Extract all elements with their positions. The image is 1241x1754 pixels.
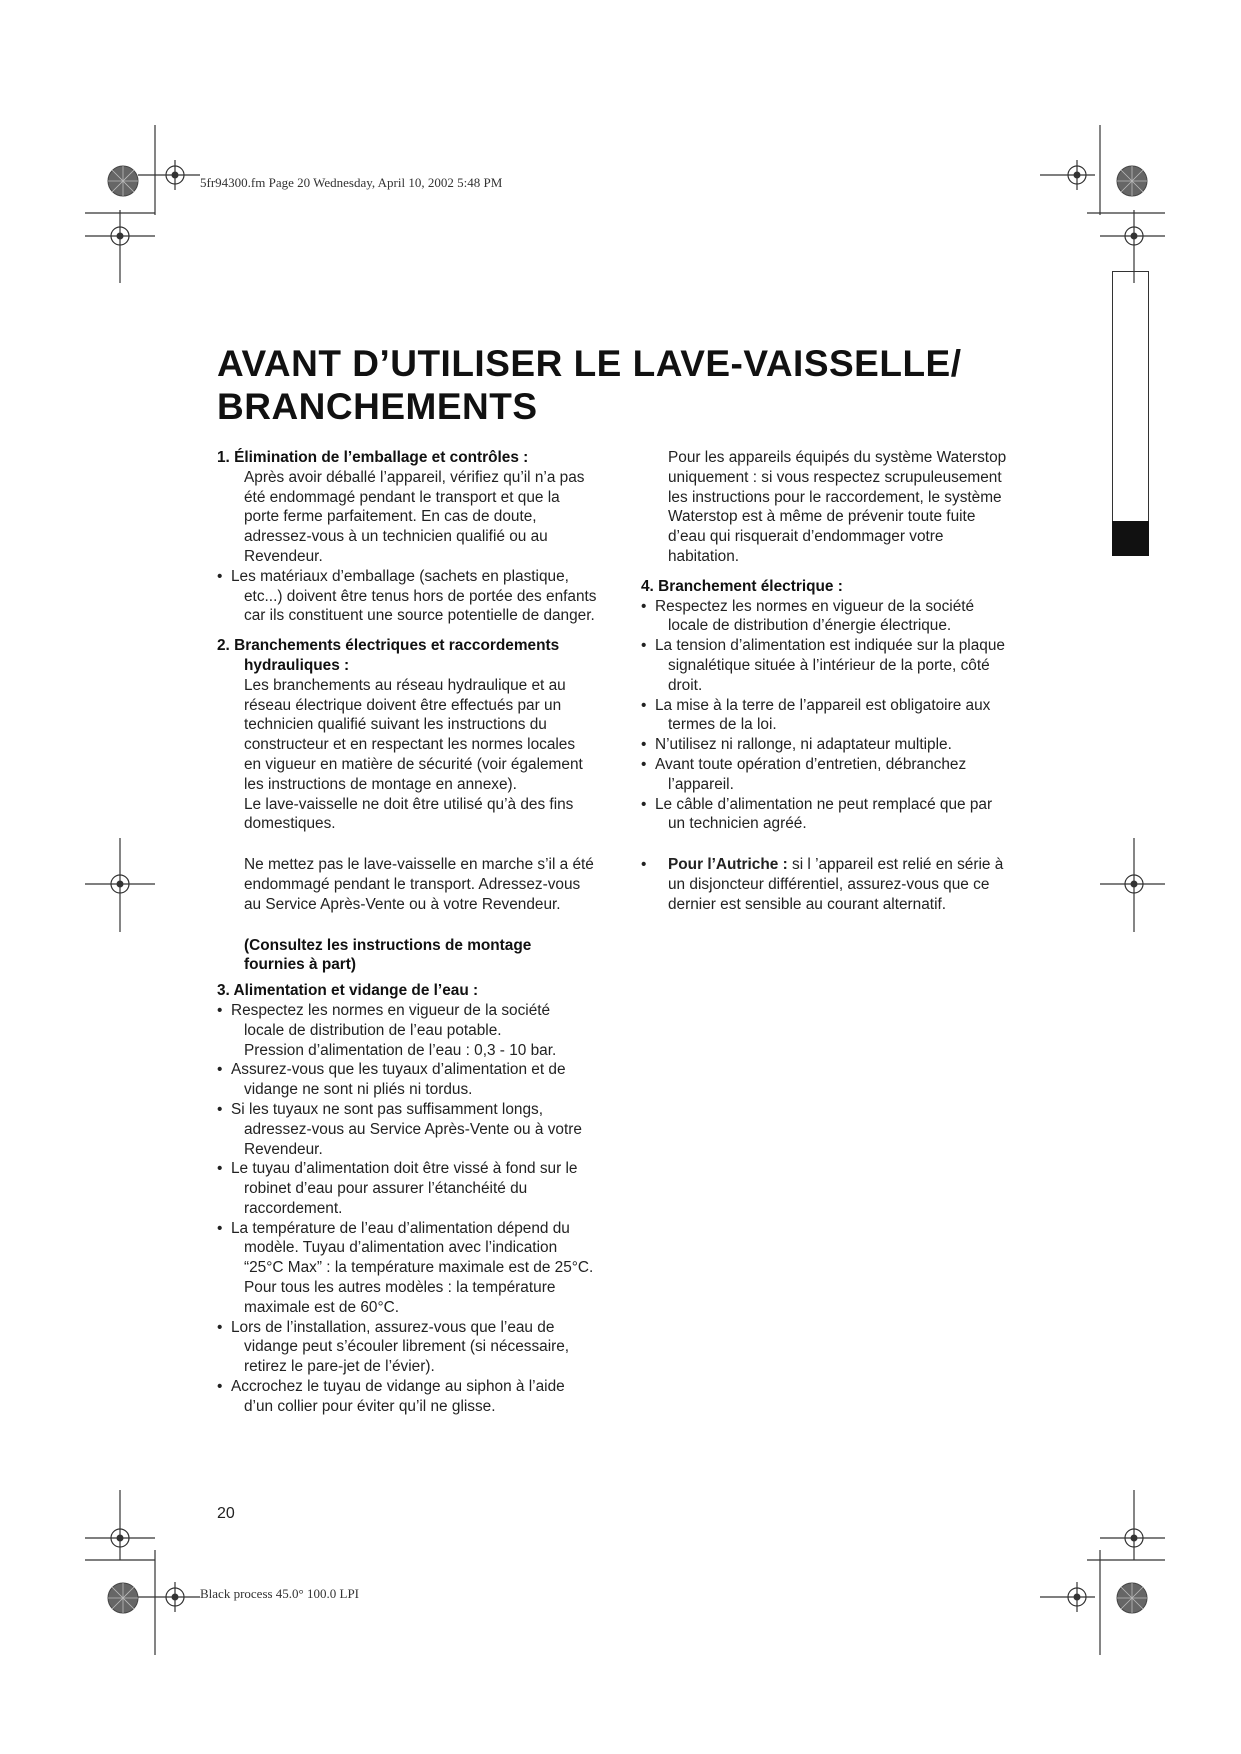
text-line: Respectez les normes en vigueur de la société [231,1001,551,1019]
text-line: droit. [668,676,703,694]
text-line: technicien qualifié suivant les instructions du [244,716,547,734]
print-header: 5fr94300.fm Page 20 Wednesday, April 10, 2002 5:48 PM [200,175,503,190]
text-line: Pour tous les autres modèles : la température [244,1279,556,1297]
text-line: locale de distribution de l’eau potable. [244,1021,502,1039]
bullet-icon: • [641,597,647,615]
title-line-1: AVANT D’UTILISER LE LAVE-VAISSELLE/ [217,343,962,384]
section-3-bullet-6 [217,1318,617,1377]
text-line: au Service Après-Vente ou à votre Revendeur. [244,895,561,913]
text-line: d’eau qui risquerait d’endommager votre [668,528,944,546]
page-number: 20 [217,1505,235,1522]
side-tab-marker [1112,521,1149,556]
section-1-bullet [217,567,617,626]
text-line: Après avoir déballé l’appareil, vérifiez qu’il n’a pas [244,468,585,486]
text-line: Lors de l’installation, assurez-vous que l’eau de [231,1318,555,1336]
bullet-icon: • [641,736,647,754]
text-line: raccordement. [244,1199,343,1217]
bullet-icon: • [641,795,647,813]
bullet-icon: • [641,696,647,714]
bullet-icon: • [217,1160,223,1178]
section-3-bullet-7 [217,1377,617,1417]
text-line: maximale est de 60°C. [244,1298,399,1316]
bullet-icon: • [641,856,647,874]
text-line: uniquement : si vous respectez scrupuleusement [668,468,1002,486]
section-4-bullet-3 [641,696,1041,736]
left-column [217,448,617,1417]
text-line: Les matériaux d’emballage (sachets en plastique, [231,567,569,585]
text-line: robinet d’eau pour assurer l’étanchéité du [244,1180,528,1198]
text-line: Respectez les normes en vigueur de la société [655,597,975,615]
text-line: Revendeur. [244,1140,323,1158]
section-4-heading: 4. Branchement électrique : [641,577,843,595]
text-line: signalétique située à l’intérieur de la porte, côté [668,656,990,674]
text-line: habitation. [668,547,740,565]
text-line: été endommagé pendant le transport et que la [244,488,560,506]
section-3-heading: 3. Alimentation et vidange de l’eau : [217,982,479,1000]
waterstop-paragraph [641,448,1041,567]
section-2-paragraph-2 [217,855,617,914]
section-4-bullet-2 [641,636,1041,695]
bullet-icon: • [217,1061,223,1079]
text-line: retirez le pare-jet de l’évier). [244,1358,435,1376]
text-line: fournies à part) [244,956,357,974]
text-line: porte ferme parfaitement. En cas de doute, [244,508,537,526]
section-2-paragraph-1 [217,676,617,834]
text-line: un disjoncteur différentiel, assurez-vous que ce [668,875,990,893]
text-line: (Consultez les instructions de montage [244,936,532,954]
text-line: vidange peut s’écouler librement (si nécessaire, [244,1338,570,1356]
text-line: les instructions de montage en annexe). [244,775,517,793]
text-line [668,855,1041,875]
text-line: dernier est sensible au courant alternatif. [668,895,947,913]
text-line: adressez-vous à un technicien qualifié ou au [244,528,548,546]
text-line: réseau électrique doivent être effectués par un [244,696,562,714]
section-2-heading: 2. Branchements électriques et raccordements [217,637,560,655]
section-4-bullet-1 [641,597,1041,637]
text-line: vidange ne sont ni pliés ni tordus. [244,1081,473,1099]
austria-label: Pour l’Autriche : [668,856,788,874]
text-line: La tension d’alimentation est indiquée sur la plaque [655,637,1005,655]
text-line: Revendeur. [244,547,323,565]
bullet-icon: • [217,1378,223,1396]
right-column [641,448,1041,915]
text-line: adressez-vous au Service Après-Vente ou à votre [244,1120,582,1138]
bullet-icon: • [217,1001,223,1019]
side-tab-box [1112,271,1149,555]
text-line: Assurez-vous que les tuyaux d’alimentation et de [231,1061,566,1079]
text-line: etc...) doivent être tenus hors de portée des enfants [244,587,597,605]
text-line: Pour les appareils équipés du système Waterstop [668,449,1007,466]
text-line: Accrochez le tuyau de vidange au siphon à l’aide [231,1378,565,1396]
text-line: modèle. Tuyau d’alimentation avec l’indication [244,1239,558,1257]
print-footer: Black process 45.0° 100.0 LPI [200,1586,360,1601]
text-line: domestiques. [244,815,336,833]
text-line: La mise à la terre de l’appareil est obligatoire aux [655,696,991,714]
text-line: Le lave-vaisselle ne doit être utilisé qu’à des fins [244,795,574,813]
section-3-bullet-4 [217,1159,617,1218]
bullet-icon: • [217,1318,223,1336]
section-4-bullet-5 [641,755,1041,795]
section-3-bullet-3 [217,1100,617,1159]
text-line: un technicien agréé. [668,815,807,833]
section-2-heading-cont: hydrauliques : [244,656,350,674]
text-line: Le tuyau d’alimentation doit être vissé à fond sur le [231,1160,578,1178]
text-line: Waterstop est à même de prévenir toute fuite [668,508,976,526]
section-3-bullet-2 [217,1060,617,1100]
text-line: endommagé pendant le transport. Adressez-vous [244,875,581,893]
section-3-bullet-1 [217,1001,617,1060]
text-line: N’utilisez ni rallonge, ni adaptateur multiple. [655,736,952,754]
bullet-icon: • [217,1100,223,1118]
section-3-bullet-5 [217,1219,617,1318]
text-line: l’appareil. [668,775,734,793]
bullet-icon: • [641,755,647,773]
title-line-2: BRANCHEMENTS [217,386,538,427]
section-2-note [217,936,617,976]
text-line: La température de l’eau d’alimentation dépend du [231,1219,570,1237]
text-line: les instructions pour le raccordement, le système [668,488,1002,506]
section-1-heading: 1. Élimination de l’emballage et contrôles : [217,449,529,466]
text-line: Ne mettez pas le lave-vaisselle en marche s’il a été [244,856,594,874]
text-line: Le câble d’alimentation ne peut remplacé que par [655,795,993,813]
austria-text: si l ’appareil est relié en série à [787,856,1004,874]
section-1-paragraph [217,468,617,567]
text-line: Si les tuyaux ne sont pas suffisamment longs, [231,1100,543,1118]
text-line: Les branchements au réseau hydraulique et au [244,676,566,694]
section-4-bullet-6 [641,795,1041,835]
page-title [217,342,962,428]
text-line: locale de distribution d’énergie électrique. [668,617,952,635]
bullet-icon: • [217,567,223,585]
bullet-icon: • [217,1219,223,1237]
austria-bullet [641,855,1041,914]
text-line: d’un collier pour éviter qu’il ne glisse. [244,1397,496,1415]
text-line: en vigueur en matière de sécurité (voir également [244,755,583,773]
text-line: Pression d’alimentation de l’eau : 0,3 - 10 bar. [244,1041,557,1059]
text-line: “25°C Max” : la température maximale est de 25°C. [244,1259,594,1277]
bullet-icon: • [641,637,647,655]
text-line: car ils constituent une source potentielle de danger. [244,607,595,625]
text-line: termes de la loi. [668,716,777,734]
text-line: Avant toute opération d’entretien, débranchez [655,755,967,773]
section-4-bullet-4 [641,735,1041,755]
text-line: constructeur et en respectant les normes locales [244,736,576,754]
